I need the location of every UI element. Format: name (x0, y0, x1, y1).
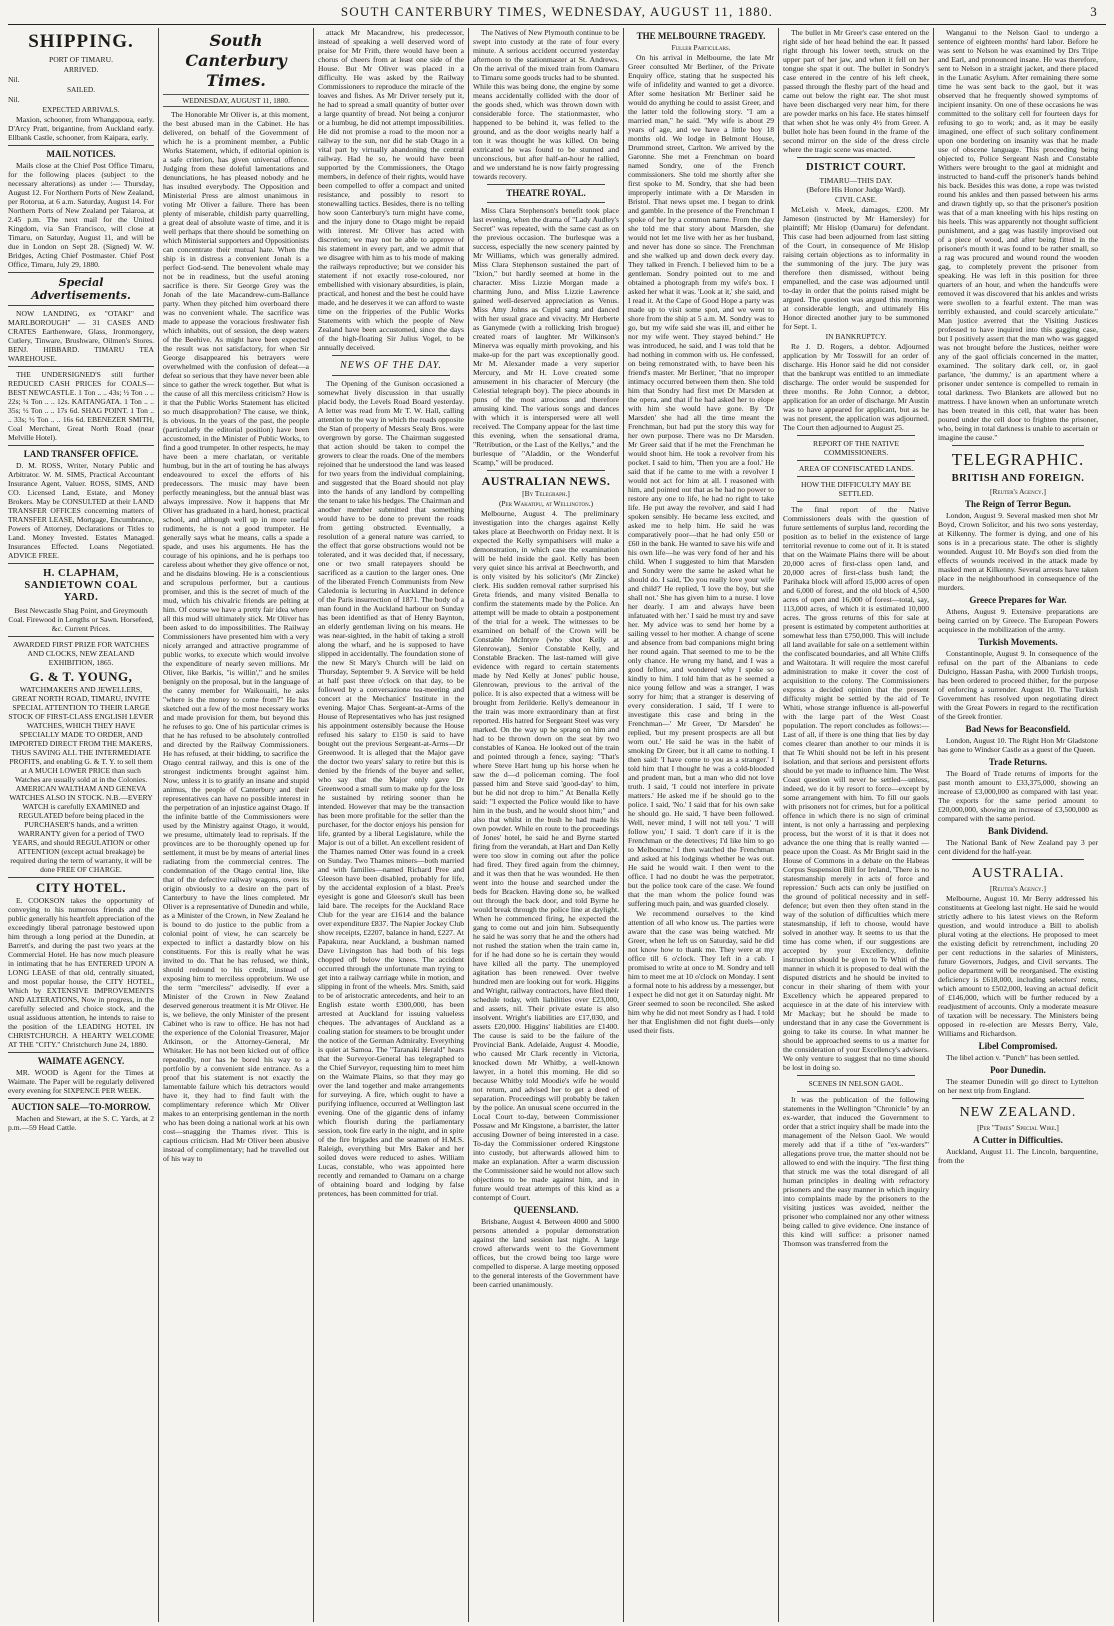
greece-heading: Greece Prepares for War. (969, 595, 1067, 605)
divider (8, 1052, 154, 1053)
clapham-text: Best Newcastle Shag Point, and Greymouth Coal. Firewood in Lengths or Sawn. Horsefeed, &c. Current Prices. (8, 606, 154, 633)
expected-text: Maxion, schooner, from Whangapoua, early. D'Arcy Pratt, brigantine, from Auckland early. Ellbank Castle, schooner, from Kaipara, early. (8, 115, 154, 142)
confiscated-lands-heading: AREA OF CONFISCATED LANDS. (798, 464, 914, 473)
port-heading: PORT OF TIMARU. (48, 55, 114, 64)
young-body: WATCHMAKERS AND JEWELLERS, GREAT NORTH ROAD, TIMARU, INVITE SPECIAL ATTENTION TO THEIR LARGE STOCK OF FIRST-CLASS ENGLISH LEVER WATCHES, WHICH THEY HAVE SPECIALLY MADE TO ORDER, AND IMPORTED DIRECT FROM THE MAKERS, THUS SAVING ALL THE INTERMEDIATE PROFITS, and enabling G. & T. Y. to sell them at A MUCH LOWER PRICE than such Watches are usually sold at in the Colonies. AMERICAN WALTHAM AND GENEVA WATCHES ALSO IN STOCK. N.B.—EVERY WATCH is carefully EXAMINED and REGULATED before being placed in the PURCHASER'S hands, and a written WARRANTY given for a period of TWO YEARS, and should REGULATION or other ATTENTION (except actual breakage) be required during the term of warranty, it will be done FREE OF CHARGE. (8, 685, 154, 874)
divider (797, 157, 915, 158)
auction-text: Machen and Stewart, at the S. C. Yards, at 2 p.m.—59 Head Cattle. (8, 1114, 154, 1132)
waimate-text: MR. WOOD is Agent for the Times at Waimate. The Paper will be regularly delivered every evening for SIXPENCE PER WEEK. (8, 1068, 154, 1095)
waimate-heading: WAIMATE AGENCY. (37, 1056, 125, 1066)
australia-heading: AUSTRALIA. (971, 866, 1065, 881)
divider (8, 366, 154, 367)
divider (952, 445, 1084, 446)
paper-title: South Canterbury Times. (185, 31, 287, 90)
tragedy-continued: The bullet in Mr Greer's case entered on the right side of her head behind the ear. It passed right through his lower teeth, struck on the upper part of her jaw, and when it fell on her tongue she spat it out. The bullet in Sondry's case entered in the centre of his left cheek, passed through the fleshy part of the head and came out below the right ear. The shot must have been discharged very near him, for there are powder marks on his face. He states himself that when shot he was only 4½ from Greer. A bullet hole has been found in the frame of the second mirror on the side of the dress circle where the tragic scene was enacted. (783, 28, 929, 154)
australia-text: Melbourne, August 10. Mr Berry addressed his constituents at Geelong last night. He said he would strictly adhere to his latest views on the Reform question, and would introduce a Bill to abolish plural voting at the elections. He proposed to meet the existing deficit by retrenchment, including 20 per cent reductions in the salaries of Ministers, future Governors, Judges, and Civil servants. The police department will be reorganised. The existing deficiency is £618,000, including selectors' rents, which amount to £502,000, leaving an actual deficit of £146,000, which will be further reduced by a readjustment of accounts. Only a moderate measure of taxation will be necessary. The Ministers being opposed in re-election are Messrs Berry, Vale, Williams and Richardson. (938, 894, 1098, 1038)
court-text: McLeish v. Meek, damages, £200. Mr Jameson (instructed by Mr Hamersley) for plaintiff; Mr Hislop (Oamaru) for defendant. This case had been adjourned from last sitting of the Court, in consequence of Mr Hislop raising certain objections as to informality in the summoning of the jury. The jury was therefore then dismissed, without being empanelled, and the case was adjourned until to-day in order that the points raised might be argued. The question was argued this morning at considerable length, and ultimately His Honor directed another jury to be summoned for Sept. 1. (783, 205, 929, 331)
column-rule (778, 28, 779, 1622)
poor-dunedin-heading: Poor Dunedin. (990, 1065, 1046, 1075)
top-rule (8, 24, 1106, 25)
nelson-gaol-text: It was the publication of the following statements in the Wellington "Chronicle" by an ex-warder, that induced the Government to order that a strict inquiry shall be made into the management of the Nelson Gaol. We would merely add that if a tithe of "ex-warders'" allegations prove true, the matter should not be allowed to end with the inquiry. "The first thing that struck me was the total disregard of all human principles in dealing with refractory prisoners and the easy manner in which inquiry into complaints made by the prisoners to the visiting justices was avoided, neither the prisoner who complained nor any other witness being called to give evidence. One instance of this kind will suffice: a prisoner named Thomson was transferred from the (783, 1095, 929, 1248)
young-award-text: AWARDED FIRST PRIZE FOR WATCHES AND CLOCKS, NEW ZEALAND EXHIBITION, 1865. (12, 640, 150, 667)
divider (8, 305, 154, 306)
column-telegraphic (938, 28, 1098, 1622)
melbourne-tragedy-text-2: We recommend ourselves to the kind attention of all who know us. The parties were aware that the case was being watched. Mr Greer, when he left us on Saturday, said he did not know how to thank me. They were at my office till 6 o'clock. They left in a cab. I promised to write at once to M. Sondry and tell him to meet me at 10 o'clock on Monday. I sent a formal note to his address by a messenger, but I expect he did not get it on Saturday night. Mr Greer seemed to soon be reconciled. She asked him why he did not meet Sondry as I had. I told her that Englishmen did not fight duels—only used their fists. (628, 909, 774, 1035)
theatre-text: Miss Clara Stephenson's benefit took place last evening, when the drama of "Lady Audley's Secret" was repeated, with the same cast as on the previous occasion. The burlesque was a success, especially the new scenery painted by Mr Williams, which was generally admired. Miss Clara Stephenson sustained the part of "Ixion," but hardly seemed at home in the character. Miss Lizzie Morgan made a charming Juno, and Miss Lizzie Lawrence gained well-deserved appreciation as Venus. Miss Amy Johns as Cupid sang and danced with her usual grace and vivacity. Mr Herberte as Ganymede (with a rollicking Irish brogue) created roars of laughter. Mr Wilkinson's Minerva was equally mirth provoking, and his make-up for the part was exceptionally good. Mr M. Alexander made a very superior Mercury, and Mr H. Love created some amusement in his character of Mercury (the Celestial telegraph boy). The piece abounds in puns of the most atrocious and therefore amusing kind. The various songs and dances with which it is interspersed were all well received. The Company appear for the last time this evening, when the sensational drama, "Retribution, or the Last of the Kellys," and the burlesque of "Aladdin, or the Wonderful Scamp," will be produced. (473, 206, 619, 467)
court-judge: (Before His Honor Judge Ward). (806, 185, 906, 194)
issue-date: WEDNESDAY, AUGUST 11, 1880. (163, 94, 309, 107)
bankruptcy-label: IN BANKRUPTCY. (825, 332, 887, 341)
district-court-heading: DISTRICT COURT. (805, 162, 907, 173)
reuters-label-2: [Reuter's Agency.] (990, 884, 1046, 893)
greece-text: Athens, August 9. Extensive preparations are being carried on by Greece. The European Powers acquiesce in the mobilization of the army. (938, 607, 1098, 634)
divider (952, 1098, 1084, 1099)
column-theatre-australia (473, 28, 619, 1622)
divider (8, 1098, 154, 1099)
column-advertisements (8, 28, 154, 1622)
column-rule (468, 28, 469, 1622)
column-rule (158, 28, 159, 1622)
divider (8, 145, 154, 146)
column-melbourne-tragedy (628, 28, 774, 1622)
arrived-nil: Nil. (8, 75, 20, 84)
divider (332, 355, 450, 356)
queensland-text: Brisbane, August 4. Between 4000 and 5000 persons attended a popular demonstration against the land session last night. A large crowd afterwards went to the Government offices, but the crowd being too large were compelled to disperse. A large meeting opposed to the general interests of the Government have been carried unanimously. (473, 1217, 619, 1289)
theatre-heading: THEATRE ROYAL. (506, 188, 586, 198)
running-head-title: SOUTH CANTERBURY TIMES, WEDNESDAY, AUGUST 11, 1880. (340, 4, 774, 19)
column-rule (623, 28, 624, 1622)
shipping-heading: SHIPPING. (28, 31, 134, 52)
column-rule (313, 28, 314, 1622)
news-continued: The Natives of New Plymouth continue to be swept into custody at the rate of four every minute. A serious accident occurred yesterday afternoon to the stationmaster at St. Andrews. On the arrival of the mixed train from Oamaru to Timaru some goods trucks had to be shunted. While this was being done, the engine by some means accidentally collided with the door of the goods shed, which was thrown down with considerable force. The stationmaster, who happened to be behind it, was felled to the ground, and as the door weighs nearly half a ton it was thought he was killed. On being extricated he was found to be stunned and unconscious, but after half-an-hour he rallied, and we understand he is now fairly progressing towards recovery. (473, 28, 619, 181)
reuters-label: [Reuter's Agency.] (990, 487, 1046, 496)
queensland-heading: QUEENSLAND. (513, 1205, 579, 1215)
cutter-text: Auckland, August 11. The Lincoln, barquentine, from the (938, 1147, 1098, 1165)
mail-heading: MAIL NOTICES. (46, 149, 116, 159)
divider (487, 202, 605, 203)
bank-dividend-heading: Bank Dividend. (987, 826, 1049, 836)
news-heading: NEWS OF THE DAY. (340, 360, 442, 371)
reign-of-terror-heading: The Reign of Terror Begun. (965, 499, 1071, 509)
divider (8, 563, 154, 564)
column-court (783, 28, 929, 1622)
expected-label: EXPECTED ARRIVALS. (42, 105, 120, 114)
special-wire-label: [Per "Times" Special Wire.] (977, 1123, 1059, 1132)
divider (797, 501, 915, 502)
melbourne-tragedy-text: On his arrival in Melbourne, the late Mr Greer consulted Mr Berliner, of the Private Enquiry office, stating that he suspected his wife of infidelity and wanted to get a divorce. After some hesitation Mr Berliner said he would do anything he could to assist Greer, and the latter told the following story. "I am a married man," he said. "My wife is about 29 years of age, and we have a little boy 18 months old. We lodge in Belmont House, Drummond street, Carlton. We arrived by the Garonne. She met a Frenchman on board named Sondry, one of the French commissioners. She told me shortly after she first spoke to M. Sondry, that she had been improperly intimate with a Dr Marsden in Bristol. That news upset me. I began to drink and gamble. In the presence of the Frenchman I spoke of her by a common name. From the day she told me that story about Marsden, she would not let me live with her as her husband, and never has done so since. The Frenchman and she walked up and down deck every day. They talked in French. I believed him to be a gentleman. Sondry pointed out to me and obtained a photograph from my wife's box. I asked her what it was. 'Look at it,' she said, and I read it. At the Cape of Good Hope a party was made up to visit some spot, and we went to shore from the ship at 5 a.m. M. Sondry was to go, but my wife said she was ill, and either he nor my wife went. They stayed behind." He was introduced, he said, and I was told that he had nothing in common with us. He confessed, on being remonstrated with, to have been his friend's master. Mr Berliner, "that no improper intimacy occurred between them then. She told him that Sondry had first met Dr Marsden at the opera, and that if he had asked her to elope with him she would have gone. By 'Dr Marsden' she had all the time meant the Frenchman, but had put the story this way for her own purpose. There was no Dr Marsden. Mr Greer said that if he met the Frenchman he would shoot him. He took a revolver from his pocket. I said to him, 'Then you are a fool.' He said that if he came to me with a revolver I would not act for him at all. I reasoned with him, and pointed out that as he had no power to restore any one to life, he had no right to take life. He put away the revolver, and said I had spoken sensibly. He became less excited, and asked me to help him. He said he was comparatively poor—that he had only £50 or £60 in the bank. He wanted to save his wife and his own life—he was very fond of her and his child. When I suggested to him that Marsden and Sondry were the same he asked what he should do. I said, 'Do you really love your wife and child?' He replied, 'I love the boy, but she shall not.' She has given him to a nurse. I love her dearly. I am and always have been infatuated with her.' I said he must try and save her. My advice was to send her home by a sailing vessel to her mother. A change of scene and absence from bad companions might bring her round again. That seemed to me to be the only chance. He wrung my hand, and I was a good fellow, and wondered why I spoke so kindly to him. I told him that as he seemed a nice young fellow and was a stranger, I was sorry for him; that a stranger is deserving of every consideration. I said, 'If I were to investigate this case and bring in the Frenchman—' Mr Greer, 'Dr Marsden' he replied, 'but my present prospects are all but worn out.' He said he was in the habit of smoking Dr Greer, but it all came to nothing. I then said: 'I have come to you as a stranger.' I told him that I thought he was a cold-blooded and prudent man, but a man who did not love truth. I said, 'I could not interfere in private matters.' He asked me if he should go to the police. I said, 'No.' I said that for his own sake he should go. He said, 'I have been followed. Well, never mind, I will not tell you.' 'I will follow you,' I said. 'I don't care if it is the Frenchman or the detectives; I'd like him to go to Melbourne.' I then watched the Frenchman and asked at his lodgings whether he was out. He said he would wait. I then went to the office. I had no doubt he was the perpetrator, but the police took care of the case. We found that the man whom the police found was suffering much pain, and was guarded closely. (628, 53, 774, 908)
news-text: The Opening of the Gunison occasioned a somewhat lively discussion in that usually placid body, the Levels Road Board yesterday. A letter was read from Mr T. W. Hall, calling attention to the way in which the roads opposite the Stan of property of Messrs Sealy Bros. were overgrown by gorse. The Chairman suggested that action should be taken to compel the growers to clear the roads. One of the members rejoined that he understood the land was leased for two years from the individual complaining, and suggested that the Board should not play into the hands of any landlord by compelling the tenant to take his hedges. The Chairman and another member submitted that something would have to be done to prevent the roads from getting obstructed. Eventually, a resolution of a general nature was carried, to the effect that gorse obstructions would not be tolerated, and it was decided that, if necessary, one or two small ratepayers should be sacrificed as a caution to the larger ones. One of the liberated French Communists from New Caledonia is lecturing in Auckland in defence of the Paris insurrection of 1871. The body of a man found in the Auckland harbour on Sunday has been identified as that of Henry Baynton, an elderly gentleman living on his means. He was near-sighted, in the habit of taking a stroll along the wharf, and he is supposed to have slipped in accidentally. The foundation stone of the new St Mary's Church will be laid on Thursday, September 9. A Service will be held at half past three o'clock on that day, to be followed by a conversazione tea-meeting and concert at the Mechanics' Institute in the evening. Major Chas. Sergeant-at-Arms of the House of Representatives who has just resigned his appointment ostensibly because the House refused his salary to £150 is said to have bought out the previous Sergeant-at-Arms—Dr Greenwood. It is alleged that the Major gave the doctor two years' salary to retire but this is denied by the friends of the buyer and seller, who say that the Major only gave Dr Greenwood a small sum to make up for the loss he sustained by retiring sooner than he intended. However that may be the transaction has been more profitable for the seller than the purchaser, for the doctor enjoys his pension for life, granted by a liberal Legislature, while the Major is out of a billet. An excellent resident of the Thames named Otter was found in a creek on Sunday. Two Thames miners—both married and with families—named Richard Pree and Gleeson have been disabled, probably for life, by the accidental explosion of a blast. Pree's eyesight is gone and Gleeson's skull has been laid bare. The receipts for the Auckland Race Club for the year are £1614 and the balance over expenditure £837. The Napier Jockey Club show receipts, £2207, balance in hand, £227. At Papakura, near Auckland, a bushman named Dave Livingston has had both of his legs chopped off below the knees. The accident occurred through the unfortunate man trying to get into a railway carriage while in motion, and slipping in front of the wheels. Mrs. Smith, said to be of aristocratic antecedents, and heir to an English estate worth £300,000, has been arrested at Auckland for issuing valueless cheques. The advantages of Auckland as a coaling station for steamers to be brought under the notice of the German Admiralty. Everything is quiet at Samoa. The "Taranaki Herald" hears that the Surveyor-General has telegraphed to the Chief Surveyor, requesting him to meet him on the Waimate Plains, so that they may go over the land together and make arrangements for surveying. A fire, which ought to have a purifying influence, occurred at Wellington last evening. One of the gigantic dens of infamy which flourish during the parliamentary session, took fire early in the night, and in spite of the fire brigades and the seamen of H.M.S. Raleigh, everything but Mrs Baker and her soiled doves were reduced to ashes. William Lucas, constable, who was appointed here recently and remanded to Oamaru on a charge of obtaining board and lodging by false pretences, has been committed for trial. (318, 379, 464, 1198)
native-commissioners-heading: REPORT OF THE NATIVE COMMISSIONERS. (813, 439, 899, 457)
bank-dividend-text: The National Bank of New Zealand pay 3 per cent dividend for the half-year. (938, 838, 1098, 856)
clapham-heading: H. CLAPHAM, SANDIETOWN COAL YARD. (24, 568, 138, 603)
divider (797, 1091, 915, 1092)
australian-news-heading: AUSTRALIAN NEWS. (481, 474, 611, 488)
turkish-heading: Turkish Movements. (978, 637, 1058, 647)
auction-heading: AUCTION SALE—TO-MORROW. (11, 1102, 151, 1112)
per-wakatipu: (Per Wakatipu, at Wellington.) (498, 499, 594, 508)
difficulty-heading: HOW THE DIFFICULTY MAY BE SETTLED. (801, 480, 911, 498)
divider (332, 375, 450, 376)
special-ads-heading: Special Advertisements. (31, 276, 131, 302)
divider (797, 435, 915, 436)
sailed-nil: Nil. (8, 95, 20, 104)
divider (952, 859, 1084, 860)
australian-news-text: Melbourne, August 4. The preliminary investigation into the charges against Kelly takes place at Beechworth on Friday next. It is expected the Kelly sympathisers will make a demonstration, in which case the examination will be held inside the gaol. Kelly has been very quiet since his arrival at Beechworth, and is only visited by his solicitor's (Mr Zincke) clerk. His sudden removal rather surprised his Greta friends, and many visited Benalla to confirm the statements made by the Police. An attempt will be made to obtain a postponement of the trial for a week. The witnesses to be examined on behalf of the Crown will be Constable McIntyre (who shot Kelly at Glenrowan), Senior Constable Kelly, and Constable Bracken. The last-named will give evidence with regard to certain statements made by Ned Kelly at Jones' public house, Glenrowan, previous to the arrival of the police. It is also expected that a witness will be brought from Jerilderie. Kelly's demeanour in the train was more extraordinary than at first reported. His hatred for Sergeant Steel was very marked. On the way up he sprang on him and had to be thrown down on the seat by two constables of Kanoa. He looked out of the train and pointed through a fence, saying: "That's where Steve Hart hung up his horse when he saw the d—d policeman coming. The fool passed him and Steve said 'good-day' to him, but he did not drop to him." At Benalla Kelly said: "I expected the Police would like to have him in the bush, and he would shoot him;" and also that whilst in the bush he had made his own powder. While en route to the proceedings of Jones' hotel, he said he and Byrne started firing from the verandah, at Hart and Dan Kelly were too slow in coming out after the police had fired. They fired again from the chimney, and it was then that he was wounded. He then went into the house and searched under the beds for Bracken. Having done so, he walked out through the back door, and told Byrne he would break through the police line at daylight. When he commenced firing, he expected the gang to come out and join him. Subsequently he said he was sorry that he and the others had not rushed the station when the train came in, for if he had done so he is certain they would have killed all the party. The unemployed agitation has been renewed. Over twelve hundred men are looking out for work. Higgins and Wright, railway contractors, have filed their schedule today, with liabilities over £23,000, and assets, nil. Their private estate is also insolvent. Wright's liabilities are £17,030, and assets £20,000. Higgins' liabilities are £1400. The cause is said to be the failure of the Provincial Bank. Adelaide, August 4. Moodie, who caused Mr Clark recently in Victoria, knocked down Mr Whitby, a well-known lawyer, in a hotel this morning. He did so because Whitby told Moodie's wife he would not return, and advised her to get a deed of separation. Proceedings will probably be taken by the police. An unusual scene occurred in the Local Court to-day, between Commissioner Possaw and Mr Kingstone, a barrister, the latter accusing Downer of being interested in a case. To-day the Commissioner ordered Kingstone into custody, but afterwards allowed him to make an explanation. After a warm discussion the Commissioner said he would not allow such objections to be made against him, and in future would treat attempts of this kind as a contempt of Court. (473, 509, 619, 1202)
beaconsfield-text: London, August 10. The Right Hon Mr Gladstone has gone to Windsor Castle as a guest of the Queen. (938, 736, 1098, 754)
divider (8, 445, 154, 446)
bankruptcy-text: Re J. D. Rogers, a debtor. Adjourned application by Mr Tosswill for an order of discharge. His Honor said he did not consider that the bankrupt was entitled to an immediate discharge. The order would be suspended for three months. Re John Connor, a debtor, application for an order of discharge. Mr Austin was to have appeared for applicant, but as he was not present, the application was adjourned. The Court then adjourned to August 25. (783, 342, 929, 432)
divider (487, 184, 605, 185)
leader-continued: attack Mr Macandrew, his predecessor, instead of speaking a well deserved word of praise for Mr Frith, there would have been a chorus of cheers from at least one side of the House. But Mr Oliver was placed in a difficulty. He was asked by the Railway Commissioners to reproduce the miracle of the loaves and fishes. As Mr Driver tersely put it, he had to spread a small quantity of butter over a large quantity of bread. Not being a conjuror or a humbug, he did not attempt impossibilities. He did not promise a road to the moon nor a railway to the sun, nor did he stab Otago in a vital part by virtually abandoning the central railway. Had he so, he would have been supported by the Commissioners, the Otago members, in defence of their rights, would have been compelled to offer a compact and united resistance, and possibly to resort to stonewalling tactics. Besides, there is no telling how soon Canterbury's turn might have come, and the injury done to Otago might be repaid with interest. Mr Oliver has acted with discretion; we may not be able to approve of his statement in every part, and we admit that we disagree with him as to his mode of making the railways reproductive; but we consider his statement if not exactly rose-coloured, nor embellished with visionary absurdities, is plain, practical, and honest and the best he could have made, and he deserves it we can afford to waste time on the fripperies of the Public Works Statements with which the people of New Zealand have been accustomed, since the days of the high-floating Sir Julius Vogel, to be annually deceived. (318, 28, 464, 352)
gaol-continued: Wanganui to the Nelson Gaol to undergo a sentence of eighteen months' hard labor. Before he was sent to Nelson he was examined by Drs Tripe and Earl, and pronounced insane. He was therefore, sent to Nelson in a straight jacket, and there placed in the Lunatic Asylum. After remaining there some time he was sent back to the gaol, but it was observed that he frequently showed symptoms of incipient insanity. On one of these occasions he was committed to the solitary cell for fourteen days for refusing to go to work; and, as it may be easily imagined, one effect of such solitary confinement upon one bordering on insanity was that he made use of obscene language. This proceeding being objected to, Police Sergeant Nash and Constable Withers were brought to the gaol at midnight and instructed to hand-cuff the prisoner's hands behind his back. Besides this was done, a rope was twisted round his ankles and then passed between his arms and drawn tightly up, so that the prisoner's position was that of a man kneeling with his hips resting on his heels. This was apparently not thought sufficient punishment, and a gag was hastily improvised out of a piece of wood, and after being fitted in the prisoner's mouth it was found to be rather small, so a rag was procured and wound round the wooden gag, to completely prevent the prisoner from speaking. He was left in this position for three quarters of an hour, and when the handcuffs were removed it was discovered that his ankles and wrists were swollen to a fearful extent. The man was terribly exhausted, and could scarcely articulate." Man justice averred that the Visiting Justices professed to have inquired into this gagging case, but I positively assert that the man who was gagged was not brought before the Justices, neither were any of the gaol officials concerned in the matter, examined. The solitary dark cell, or, in gaol parlance, 'the dummy,' is an apartment where a prisoner under sentence is compelled to remain in total darkness. Two Blankets are allowed but no mattress. I have known when an unfortunate wretch has been treated in this cell, that water has been poured under the cell door to frighten the prisoner, who, being in total darkness is unable to ascertain or imagine the cause." (938, 28, 1098, 442)
fuller-particulars: Fuller Particulars. (671, 43, 731, 52)
nelson-gaol-heading: SCENES IN NELSON GAOL. (808, 1079, 904, 1088)
young-heading: G. & T. YOUNG, (29, 669, 133, 684)
column-leader (163, 28, 309, 1622)
court-subheading: TIMARU—THIS DAY. (819, 176, 893, 185)
reign-of-terror-text: London, August 9. Several masked men shot Mr Boyd, Crown Solicitor, and his two sons yesterday, at Kilkenny. The former is dying, and one of his sons is in a precarious state. The other is slightly wounded. August 10. Mr Boyd's son died from the effects of wounds received in the attack made by masked men at Kilkenny. Several arrests have taken place in the neighbourhood in consequence of the murders. (938, 511, 1098, 592)
poor-dunedin-text: The steamer Dunedin will go direct to Lyttelton on her next trip from England. (938, 1077, 1098, 1095)
divider (8, 636, 154, 637)
native-report-text: The final report of the Native Commissioners deals with the question of future settlements of surplus land, recording the position as to belief in the existence of large territorial revenue to come out of it. It is stated that on the Waimate Plains there will be about 20,000 acres of first-class open land, and 20,000 acres of first-class bush land; the Parihaka block will afford 15,000 acres of open and 6,000 of forest, and the old block of 4,500 acres of open and 16,000 of forest—total, say, 113,000 acres, of which it is estimated 10,000 acres. The gross returns of this for sale at present is estimated by competent authorities at somewhat less than £750,000. This will include all land available for sale on a settlement within the confiscated boundaries, and all White Cliffs and Waitotara. It will require the most careful administration to make it cover the cost of acquisition to the colony. The Commissioners express a decided opinion that the present difficulty might be settled by the aid of Te Whiti, whose strange influence is all-powerful with the large part of the West Coast population. The report concludes as follows:— Last of all, if there is one thing that lies by day comes clearer than another to our minds it is that Te Whiti should not be left in his present isolation, and that serious and persistent efforts should be yet made to influence him. The West Coast question will never be settled—unless, indeed, we do it by resort to force—except by some arrangement with him. To fill our gaols with prisoners not for crimes, but for a political offence in which there is no sign of criminal intent, is not only a harrassing and perplexing process, but the worst of it is that it does not advance the one thing that is really wanted —peace upon the Coast. As Mr Bright said in the House of Commons in a debate on the Habeas Corpus Suspension Bill for Ireland, 'There is no statesmanship merely in acts of force and repression.' Such acts can only be justified on the ground of political necessity and in self-defence; but even then they often stand in the way of the solution of difficulties which mere statesmanship, if left to choose, would have solved in another way. It seems to us that the time has come when, if our suggestions are accepted by your Excellency, definite instruction should be given to Te Whiti of the manner in which it is proposed to deal with the disputed districts and he should be invited to concur in their sharing of them with your Excellency which he appeared prepared to acquiesce in at the date of his interview with Mr Mackay; but he should be made to understand that in any case the Government is going to take its course. In what manner he should be approached seems to us a matter for the consideration of your Excellency's advisers. We only venture to suggest that no time should be lost in doing so. (783, 505, 929, 1072)
divider (487, 470, 605, 471)
divider (797, 460, 915, 461)
sailed-label: SAILED. (66, 85, 96, 94)
trade-returns-heading: Trade Returns. (988, 757, 1048, 767)
mail-text: Mails close at the Chief Post Office Timaru, for the following places (subject to the necessary alterations) as under :— Thursday, August 12. For Northern Ports of New Zealand, per Rotorua, at 6 a.m. Saturday, August 14. For Northern Ports of New Zealand per Taiaroa, at 2.45 p.m. The next mail for the United Kingdom, via San Francisco, will close at Timaru, on Saturday, August 11, and will be due in London on Sept 28. (Signed) W. W. Bridges, Acting Chief Postmaster. Chief Post Office, Timaru, July 29, 1880. (8, 161, 154, 269)
libel-heading: Libel Compromised. (978, 1041, 1058, 1051)
divider (8, 272, 154, 273)
beaconsfield-heading: Bad News for Beaconsfield. (965, 724, 1071, 734)
new-zealand-heading: NEW ZEALAND. (959, 1105, 1077, 1120)
trade-returns-text: The Board of Trade returns of imports for the past month amount to £33,375,000, showing an increase of £3,000,000 as compared with last year. The exports for the same period amount to £20,000,000, showing an increase of £3,500,000 as compared with the same period. (938, 769, 1098, 823)
cutter-heading: A Cutter in Difficulties. (973, 1135, 1063, 1145)
city-hotel-heading: CITY HOTEL. (35, 880, 127, 895)
divider (8, 877, 154, 878)
civil-case-label: CIVIL CASE. (834, 195, 878, 204)
columns (8, 28, 1106, 1622)
turkish-text: Constantinople, August 9. In consequence of the refusal on the part of the Albanians to cede Dulcigno, Hassan Pasha, with 2000 Turkish troops, has been ordered to proceed thither, for the purpose of enforcing a surrender. August 10. The Turkish Government has resolved upon negotiating direct with the Great Powers in regard to the rectification of the Greek frontier. (938, 649, 1098, 721)
arrived-label: ARRIVED. (63, 65, 99, 74)
leader-text: The Honorable Mr Oliver is, at this moment, the best abused man in the Cabinet. He has delivered, on behalf of the Government of which he is a prominent member, a Public Works Statement, which, if editorial opinion is a safe criterion, has given universal offence. Judging from these doleful lamentations and denunciations, he has pleased nobody and he has insulted everybody. The Opposition and Ministerial Press are almost unanimous in voting Mr Oliver a failure. There has been plenty of miserable, childish party quarrelling, a great deal of absolute waste of time, and it is well perhaps that there should be something on which Ministerial supporters and Oppositionists can concentrate their mutual hate. When the ship is in distress a convenient Jonah is a perfect God-send. The benevolent whale may not be in readiness, but the useful atoning sacrifice is there. Sir George Grey was the Jonah of the late Macandrew-cum-Ballance party. When they pitched him overboard there was no convenient whale. The sacrifice was made to appease the voracious freshwater fish which inhabits, out of session, the deep waters of the Beehive. As might have been expected the result was not satisfactory, for when Sir George disappeared his betrayers were overwhelmed with the confusion of defeat—a defeat so serious that they have never been able since to gather the wreck together. But what is the cause of all this merciless criticism? How is it that the Public Works Statement has elicited so much disapprobation? The cause, we think, is obvious. In the years of the past, the people (particularly the editorial position) have been accustomed, in the Minister of Public Works, to find a good trumpeter. In other respects, he may have been a mere charlatan, or veritable humbug, but in the art of touting he has always endeavoured to excel the efforts of his predecessors. The music may have been perfectly meaningless, but the annual blast was always impressive. Now it happens that Mr Oliver has graduated in a hard, honest, practical school, and although well up in more useful rudiments, he is not a good trumpeter. He generally says what he means, calls a spade a spade, and uses his arguments. He has the courage of his opinions, and he is perhaps too careless about whether they give offence or not, and he disdains blowing. He is a conscientious and scrupulous performer, but a cautious promiser, and this is the secret of much of the mud, which his chivalric friends are pelting at him. Of course we have a pretty fair idea where all this mud will ultimately stick. Mr Oliver has been asked to do impossibilities. The Railway Commissioners have presented him with a very nicely arranged and attractive programme of public works, to execute which would involve the expenditure of nearly seven millions. Mr Oliver, like Barkis, "is willin'," and he smiles benignly on the proposal, but in the language of the canny member for Waikouaiti, he asks "where is the money to come from?" He has sketched out a few of the most necessary works and made provision for them, but beyond this he refuses to go. One of his particular crimes is that he has refused to be absolutely controlled and directed by the Railway Commissioners. He has refused, at their bidding, to sacrifice the Otago central railway, and this is one of the strongest indictments brought against him. Now, unless it is to gratify an insane and stupid animus, the people of Canterbury and their representatives can have no possible interest in the perpetration of an injustice against Otago. If the infinite battle of the Commissioners were used by the Ministry against Otago, it would, we presume, ultimately lead to reprisals. If the provinces are to be thoroughly opened up for settlement, it must be by means of arterial lines radiating from the commercial centres. The condemnation of the Otago central line, like that of the defective railway wagons, owes its origin obviously to a desire on the part of Canterbury to have the lines completed. Mr Oliver is a representative of Dunedin and while, as a Minister of the Crown, in New Zealand he is bound to do justice to the public from a colonial point of view, he can scarcely be expected to inflict a dastardly blow on his constituents. For this is really what he was invited to do. That he has refused, we think, should redound to his credit, instead of exposing him to merciless opprobrium. We use the term "merciless" advisedly. If ever a Minister of the Crown in New Zealand deserved generous treatment it is Mr Oliver. He is, we believe, the only Minister of the present Cabinet who is raw to office. He has not had the experience of the Colonial Treasurer, Major Atkinson, or the Attorney-General, Mr Whitaker. He has not been kicked out of office repeatedly, nor has he bored his way to a portfolio by a convenient side entrance. As a proof that his statement is not exactly the lamentable failure which his detractors would have it, they had to find fault with the complimentary reference which Mr Oliver makes to an enterprising gentleman in the north who has been doing a national work at his own cost—snagging the Thames river. This is captious criticism. Had Mr Oliver been abusive instead of complimentary; had he travelled out of his way to (163, 110, 309, 1163)
city-hotel-text: E. COOKSON takes the opportunity of conveying to his numerous friends and the public generally his heartfelt appreciation of the exceedingly liberal patronage bestowed upon him through a long period at the Dunedin, at Barrett's, and during the past two years at the Commercial Hotel. He has now much pleasure in intimating that he has ENTERED UPON A LONG LEASE of that old, centrally situated, and most popular house, the CITY HOTEL, Which by EXTENSIVE IMPROVEMENTS AND ALTERATIONS, Now in progress, in the carefully selected and choice stock, and the usual assiduous attention, he intends to raise to the position of the LEADING HOTEL IN CHRISTCHURCH. A HEARTY WELCOME AT THE "CITY." Christchurch June 24, 1880. (8, 896, 154, 1049)
land-transfer-text: D. M. ROSS, Writer, Notary Public and Arbitrator. W. M. SIMS, Practical Accountant Insurance Agent, Valuer. ROSS, SIMS, AND CO. Licensed Land, Estate, and Money Brokers. May be CONSULTED at their LAND TRANSFER OFFICES concerning matters of TRANSFER LEASE, Mortgage, Encumbrance, Powers of Attorney, Declarations or Titles to Land. Money Invested. Estates Managed. Insurances Effected. Loans Negotiated. ADVICE FREE. (8, 461, 154, 560)
column-rule (933, 28, 934, 1622)
divider (797, 1075, 915, 1076)
column-news (318, 28, 464, 1622)
page-number: 3 (1090, 4, 1098, 19)
special-ad-text: NOW LANDING, ex "OTAKI" and MARLBOROUGH" — 31 CASES AND CRATES Earthenware, Glass, Ironmongery, Cutlery, Tinware, Brushware, Oilmen's Stores. BENJ. HIBBARD. TIMARU TEA WAREHOUSE. (8, 309, 154, 363)
british-foreign-heading: BRITISH AND FOREIGN. (951, 473, 1085, 484)
coal-ad-text: THE UNDERSIGNED'S still further REDUCED CASH PRICES for COALS— BEST NEWCASTLE. 1 Ton .. .. 43s; ½ Ton .. .. 22s; ¼ Ton .. .. 12s. KAITANGATA. 1 Ton .. .. 35s; ½ Ton .. .. 17s 6d. SHAG POINT. 1 Ton .. .. 33s; ½ Ton .. .. 16s 6d. EBENEZER SMITH, Coal Merchant, Great North Road (near Melville Hotel). (8, 370, 154, 442)
by-telegraph: [By Telegraph.] (522, 489, 570, 498)
running-head (0, 4, 1114, 22)
divider (797, 476, 915, 477)
melbourne-tragedy-heading: THE MELBOURNE TRAGEDY. (636, 31, 766, 41)
land-transfer-heading: LAND TRANSFER OFFICE. (23, 449, 139, 459)
telegraphic-heading: TELEGRAPHIC. (951, 450, 1085, 469)
libel-text: The libel action v. "Punch" has been settled. (946, 1053, 1080, 1062)
